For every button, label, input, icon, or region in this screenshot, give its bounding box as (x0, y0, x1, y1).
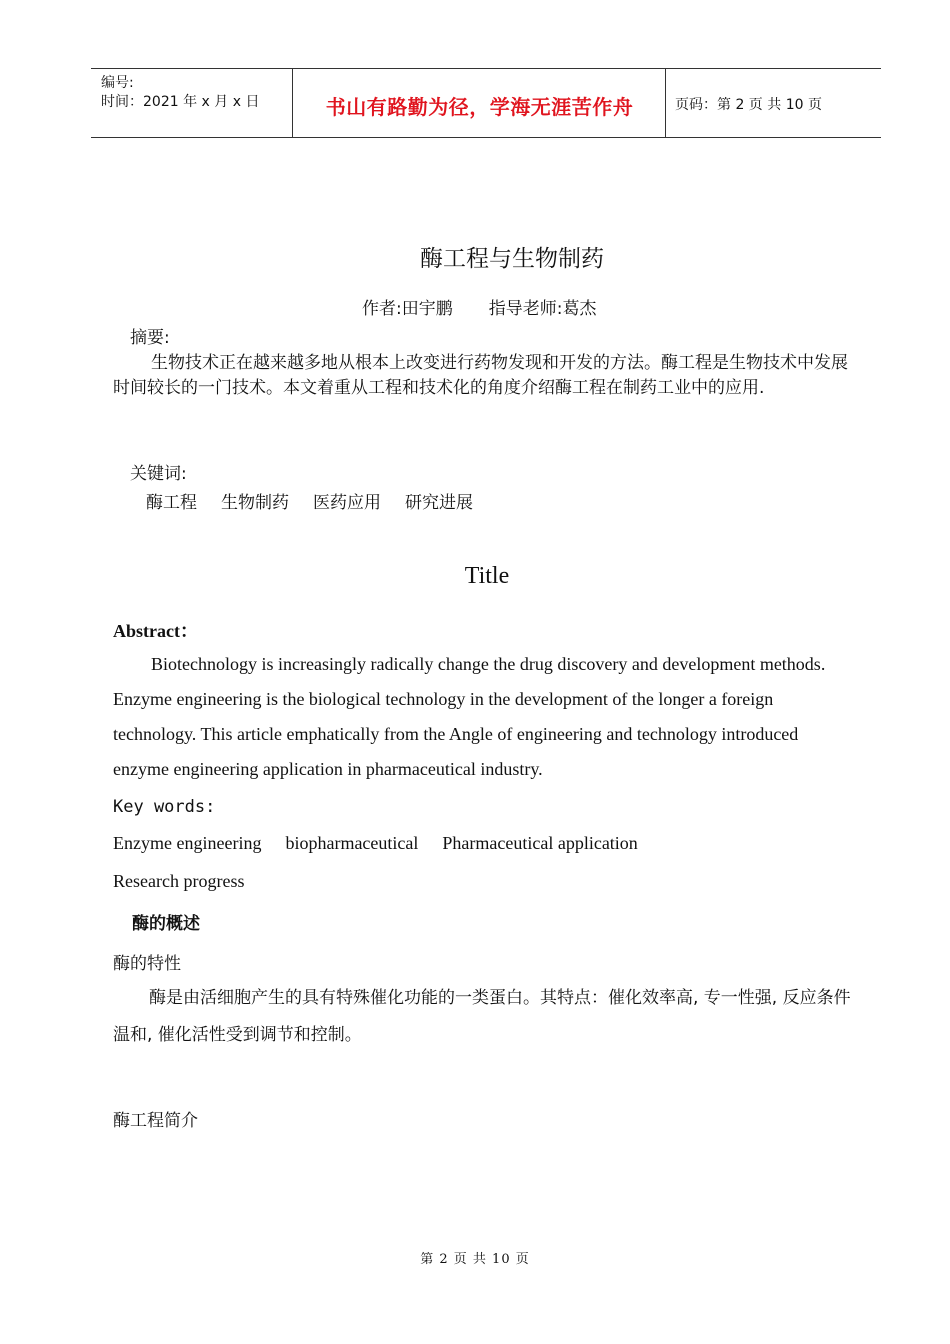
time-label: 时间：2021 年 x 月 x 日 (101, 94, 260, 110)
advisor: 指导老师:葛杰 (488, 299, 597, 319)
keywords-label: 关键词: (130, 464, 187, 484)
keyword-en-item: biopharmaceutical (285, 833, 419, 853)
section-heading: 酶的概述 (132, 914, 200, 934)
number-label: 编号: (101, 75, 134, 91)
document-title-en: Title (464, 563, 510, 589)
keyword-item: 生物制药 (221, 493, 289, 513)
keyword-item: 研究进展 (405, 493, 473, 513)
keyword-item: 酶工程 (146, 493, 197, 513)
keywords-en (113, 833, 662, 854)
header-motto: 书山有路勤为径，学海无涯苦作舟 (325, 95, 634, 119)
abstract-en-label: Abstract： (113, 621, 198, 641)
page-footer: 第 2 页 共 10 页 (420, 1252, 530, 1267)
keyword-item: 医药应用 (313, 493, 381, 513)
header-page-info: 页码：第 2 页 共 10 页 (675, 97, 822, 113)
header-meta-cell (91, 69, 292, 137)
header-page-cell (665, 69, 882, 137)
subsection-heading: 酶的特性 (113, 954, 181, 974)
author-line (362, 294, 596, 319)
header-motto-cell (292, 69, 666, 137)
keywords-en-label: Key words: (113, 797, 216, 817)
document-title-cn: 酶工程与生物制药 (420, 246, 604, 272)
abstract-en-text: Biotechnology is increasingly radically change the drug discovery and development methods. Enzyme engineering is the biological technology in the development of the longer a foreign technology. This article emphatically from the Angle of engineering and technology introduced enzyme engineering application in pharmaceutical industry. (113, 654, 826, 779)
page-header (91, 68, 881, 138)
abstract-text: 生物技术正在越来越多地从根本上改变进行药物发现和开发的方法。酶工程是生物技术中发展时间较长的一门技术。本文着重从工程和技术化的角度介绍酶工程在制药工业中的应用. (113, 353, 848, 398)
keyword-en-item: Enzyme engineering (113, 833, 262, 853)
section-paragraph: 酶是由活细胞产生的具有特殊催化功能的一类蛋白。其特点：催化效率高, 专一性强, 反应条件温和, 催化活性受到调节和控制。 (113, 988, 851, 1045)
keywords-cn (146, 488, 497, 513)
subsection-heading-2: 酶工程简介 (113, 1111, 198, 1131)
keywords-en-extra: Research progress (113, 871, 245, 891)
abstract-label: 摘要: (130, 328, 170, 348)
author: 作者:田宇鹏 (362, 299, 453, 319)
keyword-en-item: Pharmaceutical application (442, 833, 638, 853)
